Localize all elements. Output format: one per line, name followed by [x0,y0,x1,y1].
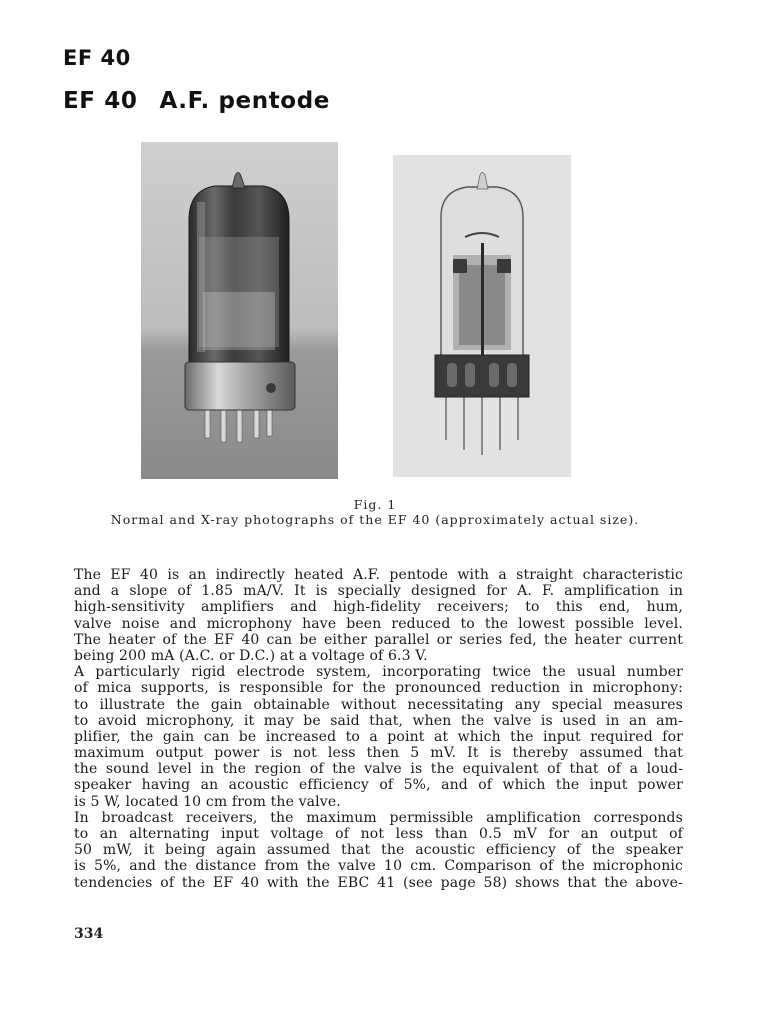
text-line: speaker having an acoustic efficiency of 5%, and of which the input power [74,777,683,794]
model-number: EF 40 [63,88,138,114]
text-line: tendencies of the EF 40 with the EBC 41 (see page 58) shows that the above- [74,874,683,891]
text-line: to illustrate the gain obtainable without necessitating any special measures [74,696,683,713]
running-title: EF 40 [63,46,131,70]
text-line: The EF 40 is an indirectly heated A.F. pentode with a straight characteristic [74,567,683,583]
text-line: In broadcast receivers, the maximum permissible amplification corresponds [74,809,683,826]
page-number: 334 [74,926,104,942]
figure-label: Fig. 1 [353,497,397,512]
tube-type: A.F. pentode [159,88,330,114]
text-line: is 5%, and the distance from the valve 10 cm. Comparison of the microphonic [74,858,683,875]
text-line: is 5 W, located 10 cm from the valve. [74,793,341,810]
text-line: 50 mW, it being again assumed that the acoustic efficiency of the speaker [74,842,683,859]
body-text [74,567,683,891]
text-line: to an alternating input voltage of not less than 0.5 mV for an output of [74,826,683,842]
normal-photo [141,142,338,479]
text-line: high-sensitivity amplifiers and high-fidelity receivers; to this end, hum, [74,599,683,616]
text-line: and a slope of 1.85 mA/V. It is specially designed for A. F. amplification in [74,583,683,600]
text-line: to avoid microphony, it may be said that, when the valve is used in an am- [74,712,683,729]
text-line: maximum output power is not less then 5 mV. It is thereby assumed that [74,745,683,762]
text-line: of mica supports, is responsible for the pronounced reduction in microphony: [74,680,683,697]
text-line: the sound level in the region of the valve is the equivalent of that of a loud- [74,761,683,778]
text-line: being 200 mA (A.C. or D.C.) at a voltage of 6.3 V. [74,647,428,664]
text-line: The heater of the EF 40 can be either parallel or series fed, the heater current [74,631,683,648]
text-line: valve noise and microphony have been reduced to the lowest possible level. [74,615,683,632]
xray-photo [393,155,571,477]
page-title [63,88,330,114]
text-line: plifier, the gain can be increased to a point at which the input required for [74,728,683,745]
text-line: A particularly rigid electrode system, incorporating twice the usual number [74,664,683,681]
figure-caption: Normal and X-ray photographs of the EF 40 (approximately actual size). [110,512,640,527]
